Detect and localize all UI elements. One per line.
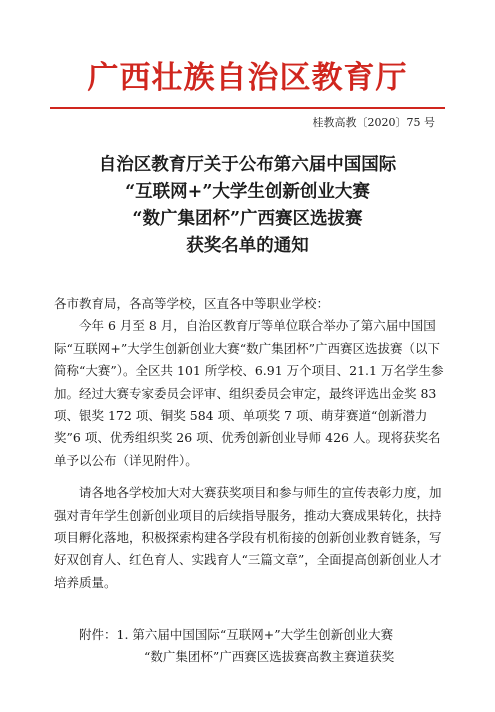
title-line-2: “互联网+”大学生创新创业大赛 [125, 182, 370, 202]
document-title [0, 152, 495, 260]
attachment-list [54, 624, 450, 669]
body-paragraph-1: 今年 6 月至 8 月，自治区教育厅等单位联合举办了第六届中国国际“互联网+”大学生创新创业大赛“数广集团杯”广西赛区选拔赛（以下简称“大赛”）。全区共 101 所学校、6.91 万个项目、21.1 万名学生参加。经过大赛专家委员会评审、组织委员会审定，最终评选出金奖 83 项、银奖 172 项、铜奖 584 项、单项奖 7 项、萌芽赛道“创新潜力奖”6 项、优秀组织奖 26 项、优秀创新创业导师 426 人。现将获奖名单予以公布（详见附件）。 [54, 318, 444, 468]
body-paragraph-2: 请各地各学校加大对大赛获奖项目和参与师生的宣传表彰力度，加强对青年学生创新创业项目的后续指导服务，推动大赛成果转化，扶持项目孵化落地，积极探索构建各学段有机衔接的创新创业教育链条，写好双创育人、红色育人、实践育人“三篇文章”，全面提高创新创业人才培养质量。 [54, 485, 442, 590]
issuing-agency-header: 广西壮族自治区教育厅 [87, 60, 408, 96]
attachment-line-2: “数广集团杯”广西赛区选拔赛高教主赛道获奖 [144, 649, 395, 665]
document-number: 桂教高教〔2020〕75 号 [312, 116, 435, 129]
title-line-4: 获奖名单的通知 [186, 236, 309, 256]
document-body [54, 293, 450, 665]
title-line-1: 自治区教育厅关于公布第六届中国国际 [98, 155, 397, 175]
title-line-3: “数广集团杯”广西赛区选拔赛 [132, 209, 363, 229]
salutation: 各市教育局，各高等学校，区直各中等职业学校： [54, 296, 330, 311]
red-header-rule [50, 107, 445, 109]
attachment-line-1: 附件：1. 第六届中国国际“互联网+”大学生创新创业大赛 [79, 627, 394, 642]
